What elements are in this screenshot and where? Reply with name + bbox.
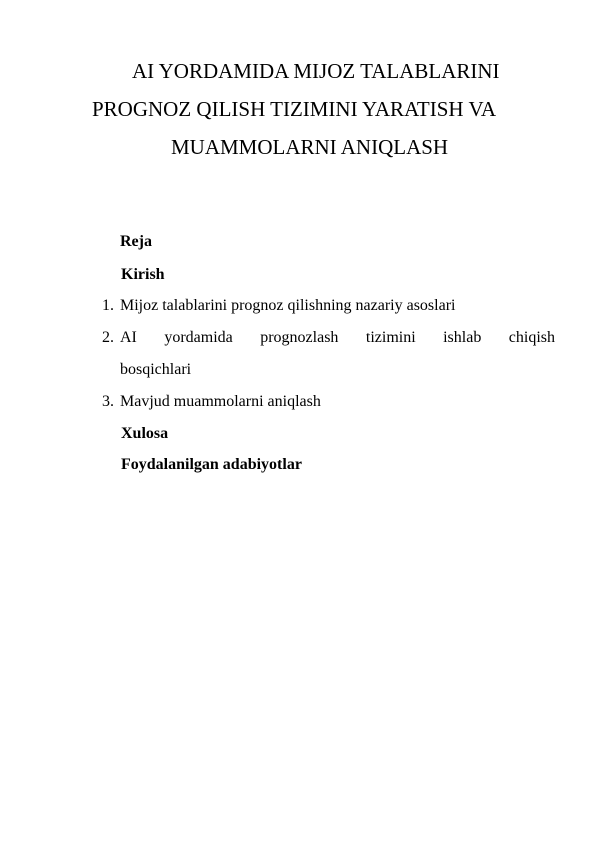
document-title	[90, 52, 540, 166]
title-line-3: MUAMMOLARNI ANIQLASH	[171, 135, 449, 159]
list-item	[0, 294, 596, 318]
word: prognozlash	[260, 329, 339, 346]
intro-heading: Kirish	[121, 266, 165, 283]
list-item-number: 3.	[102, 393, 114, 410]
list-item	[0, 390, 596, 414]
plan-heading: Reja	[120, 233, 152, 250]
conclusion-heading: Xulosa	[121, 425, 169, 442]
word: tizimini	[365, 329, 416, 346]
list-item-text: Mijoz talablarini prognoz qilishning nazariy asoslari	[120, 297, 456, 314]
list-item-text-line-2: bosqichlari	[120, 361, 192, 378]
title-line-1: AI YORDAMIDA MIJOZ TALABLARINI	[132, 59, 500, 83]
list-item-text-line-1	[120, 326, 555, 350]
word: yordamida	[164, 329, 233, 346]
references-heading: Foydalanilgan adabiyotlar	[121, 456, 302, 473]
title-line-2: PROGNOZ QILISH TIZIMINI YARATISH VA	[92, 97, 497, 121]
word: ishlab	[443, 329, 482, 346]
word: AI	[120, 329, 137, 346]
list-item-number: 1.	[102, 297, 114, 314]
list-item-number: 2.	[102, 329, 114, 346]
list-item-text: Mavjud muammolarni aniqlash	[120, 393, 321, 410]
word: chiqish	[508, 329, 555, 346]
list-item	[0, 326, 596, 350]
list-item-continuation	[0, 358, 596, 382]
